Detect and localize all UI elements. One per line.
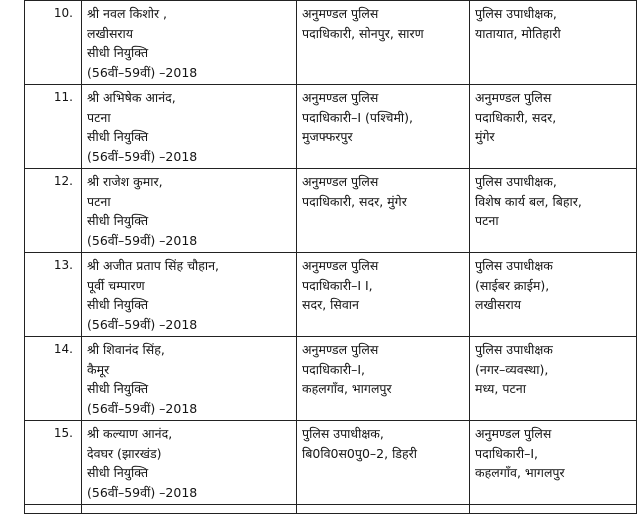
current-posting-line: पदाधिकारी, सोनपुर, सारण: [302, 25, 424, 41]
officer-cell: [82, 169, 297, 253]
new-posting-line: पुलिस उपाधीक्षक,: [475, 6, 557, 21]
current-posting-line: अनुमण्डल पुलिस: [302, 258, 379, 273]
transfer-table: [24, 0, 637, 514]
officer-line: (56वीं–59वीं) –2018: [87, 484, 198, 500]
table-row: [25, 169, 637, 253]
officer-line: श्री नवल किशोर ,: [87, 6, 168, 21]
current-posting-line: अनुमण्डल पुलिस: [302, 342, 379, 357]
officer-line: (56वीं–59वीं) –2018: [87, 64, 198, 80]
table-body: [25, 1, 637, 514]
officer-line: सीधी नियुक्ति: [87, 213, 149, 228]
officer-line: कैमूर: [87, 361, 110, 377]
current-posting-line: अनुमण्डल पुलिस: [302, 90, 379, 105]
officer-line: सीधी नियुक्ति: [87, 381, 149, 396]
current-posting-cell: [297, 85, 470, 169]
officer-line: देवघर (झारखंड): [87, 445, 162, 461]
new-posting-line: मध्य, पटना: [475, 381, 526, 396]
new-posting-cell: [470, 421, 637, 505]
new-posting-line: विशेष कार्य बल, बिहार,: [475, 193, 582, 209]
serial-number: 12.: [25, 169, 82, 253]
new-posting-line: पटना: [475, 213, 499, 228]
empty-cell: [25, 505, 82, 514]
current-posting-line: अनुमण्डल पुलिस: [302, 6, 379, 21]
officer-line: (56वीं–59वीं) –2018: [87, 232, 198, 248]
serial-number: 11.: [25, 85, 82, 169]
new-posting-cell: [470, 253, 637, 337]
serial-number: 13.: [25, 253, 82, 337]
table-row: [25, 421, 637, 505]
officer-cell: [82, 85, 297, 169]
new-posting-line: पुलिस उपाधीक्षक: [475, 342, 553, 357]
new-posting-cell: [470, 1, 637, 85]
officer-line: लखीसराय: [87, 25, 133, 41]
current-posting-cell: [297, 1, 470, 85]
empty-cell: [297, 505, 470, 514]
current-posting-line: सदर, सिवान: [302, 297, 359, 312]
new-posting-line: मुंगेर: [475, 129, 495, 144]
officer-cell: [82, 337, 297, 421]
officer-line: (56वीं–59वीं) –2018: [87, 148, 198, 164]
new-posting-line: (साईबर क्राईम),: [475, 277, 550, 293]
current-posting-line: पदाधिकारी–I I,: [302, 277, 373, 293]
serial-number: 14.: [25, 337, 82, 421]
officer-line: सीधी नियुक्ति: [87, 45, 149, 60]
table-row-cut-off: [25, 505, 637, 514]
officer-line: श्री कल्याण आनंद,: [87, 426, 173, 441]
current-posting-cell: [297, 421, 470, 505]
table-row: [25, 1, 637, 85]
officer-line: (56वीं–59वीं) –2018: [87, 400, 198, 416]
new-posting-line: यातायात, मोतिहारी: [475, 25, 561, 41]
officer-line: सीधी नियुक्ति: [87, 465, 149, 480]
officer-line: पटना: [87, 109, 111, 125]
officer-cell: [82, 1, 297, 85]
new-posting-line: अनुमण्डल पुलिस: [475, 90, 552, 105]
table-row: [25, 85, 637, 169]
officer-line: पूर्वी चम्पारण: [87, 277, 145, 293]
current-posting-line: अनुमण्डल पुलिस: [302, 174, 379, 189]
new-posting-line: (नगर–व्यवस्था),: [475, 361, 549, 377]
new-posting-cell: [470, 337, 637, 421]
serial-number: 10.: [25, 1, 82, 85]
new-posting-line: लखीसराय: [475, 297, 521, 312]
current-posting-line: बि0वि0स0पु0–2, डिहरी: [302, 445, 417, 461]
new-posting-cell: [470, 85, 637, 169]
serial-number: 15.: [25, 421, 82, 505]
new-posting-line: पदाधिकारी–I,: [475, 445, 538, 461]
current-posting-line: पदाधिकारी, सदर, मुंगेर: [302, 193, 407, 209]
new-posting-line: पदाधिकारी, सदर,: [475, 109, 557, 125]
officer-line: (56वीं–59वीं) –2018: [87, 316, 198, 332]
empty-cell: [82, 505, 297, 514]
officer-line: पटना: [87, 193, 111, 209]
current-posting-line: पदाधिकारी–I (पश्चिमी),: [302, 109, 414, 125]
officer-cell: [82, 421, 297, 505]
officer-line: श्री शिवानंद सिंह,: [87, 342, 165, 357]
new-posting-cell: [470, 169, 637, 253]
new-posting-line: कहलगाँव, भागलपुर: [475, 465, 565, 480]
current-posting-cell: [297, 169, 470, 253]
new-posting-line: अनुमण्डल पुलिस: [475, 426, 552, 441]
current-posting-line: पदाधिकारी–I,: [302, 361, 365, 377]
new-posting-line: पुलिस उपाधीक्षक: [475, 258, 553, 273]
officer-line: सीधी नियुक्ति: [87, 297, 149, 312]
new-posting-line: पुलिस उपाधीक्षक,: [475, 174, 557, 189]
current-posting-cell: [297, 253, 470, 337]
current-posting-line: कहलगाँव, भागलपुर: [302, 381, 392, 396]
officer-cell: [82, 253, 297, 337]
officer-line: श्री अजीत प्रताप सिंह चौहान,: [87, 258, 220, 273]
current-posting-line: पुलिस उपाधीक्षक,: [302, 426, 384, 441]
table-row: [25, 253, 637, 337]
current-posting-line: मुजफ्फरपुर: [302, 129, 353, 144]
officer-line: श्री राजेश कुमार,: [87, 174, 163, 189]
officer-line: सीधी नियुक्ति: [87, 129, 149, 144]
empty-cell: [470, 505, 637, 514]
current-posting-cell: [297, 337, 470, 421]
officer-line: श्री अभिषेक आनंद,: [87, 90, 176, 105]
table-row: [25, 337, 637, 421]
